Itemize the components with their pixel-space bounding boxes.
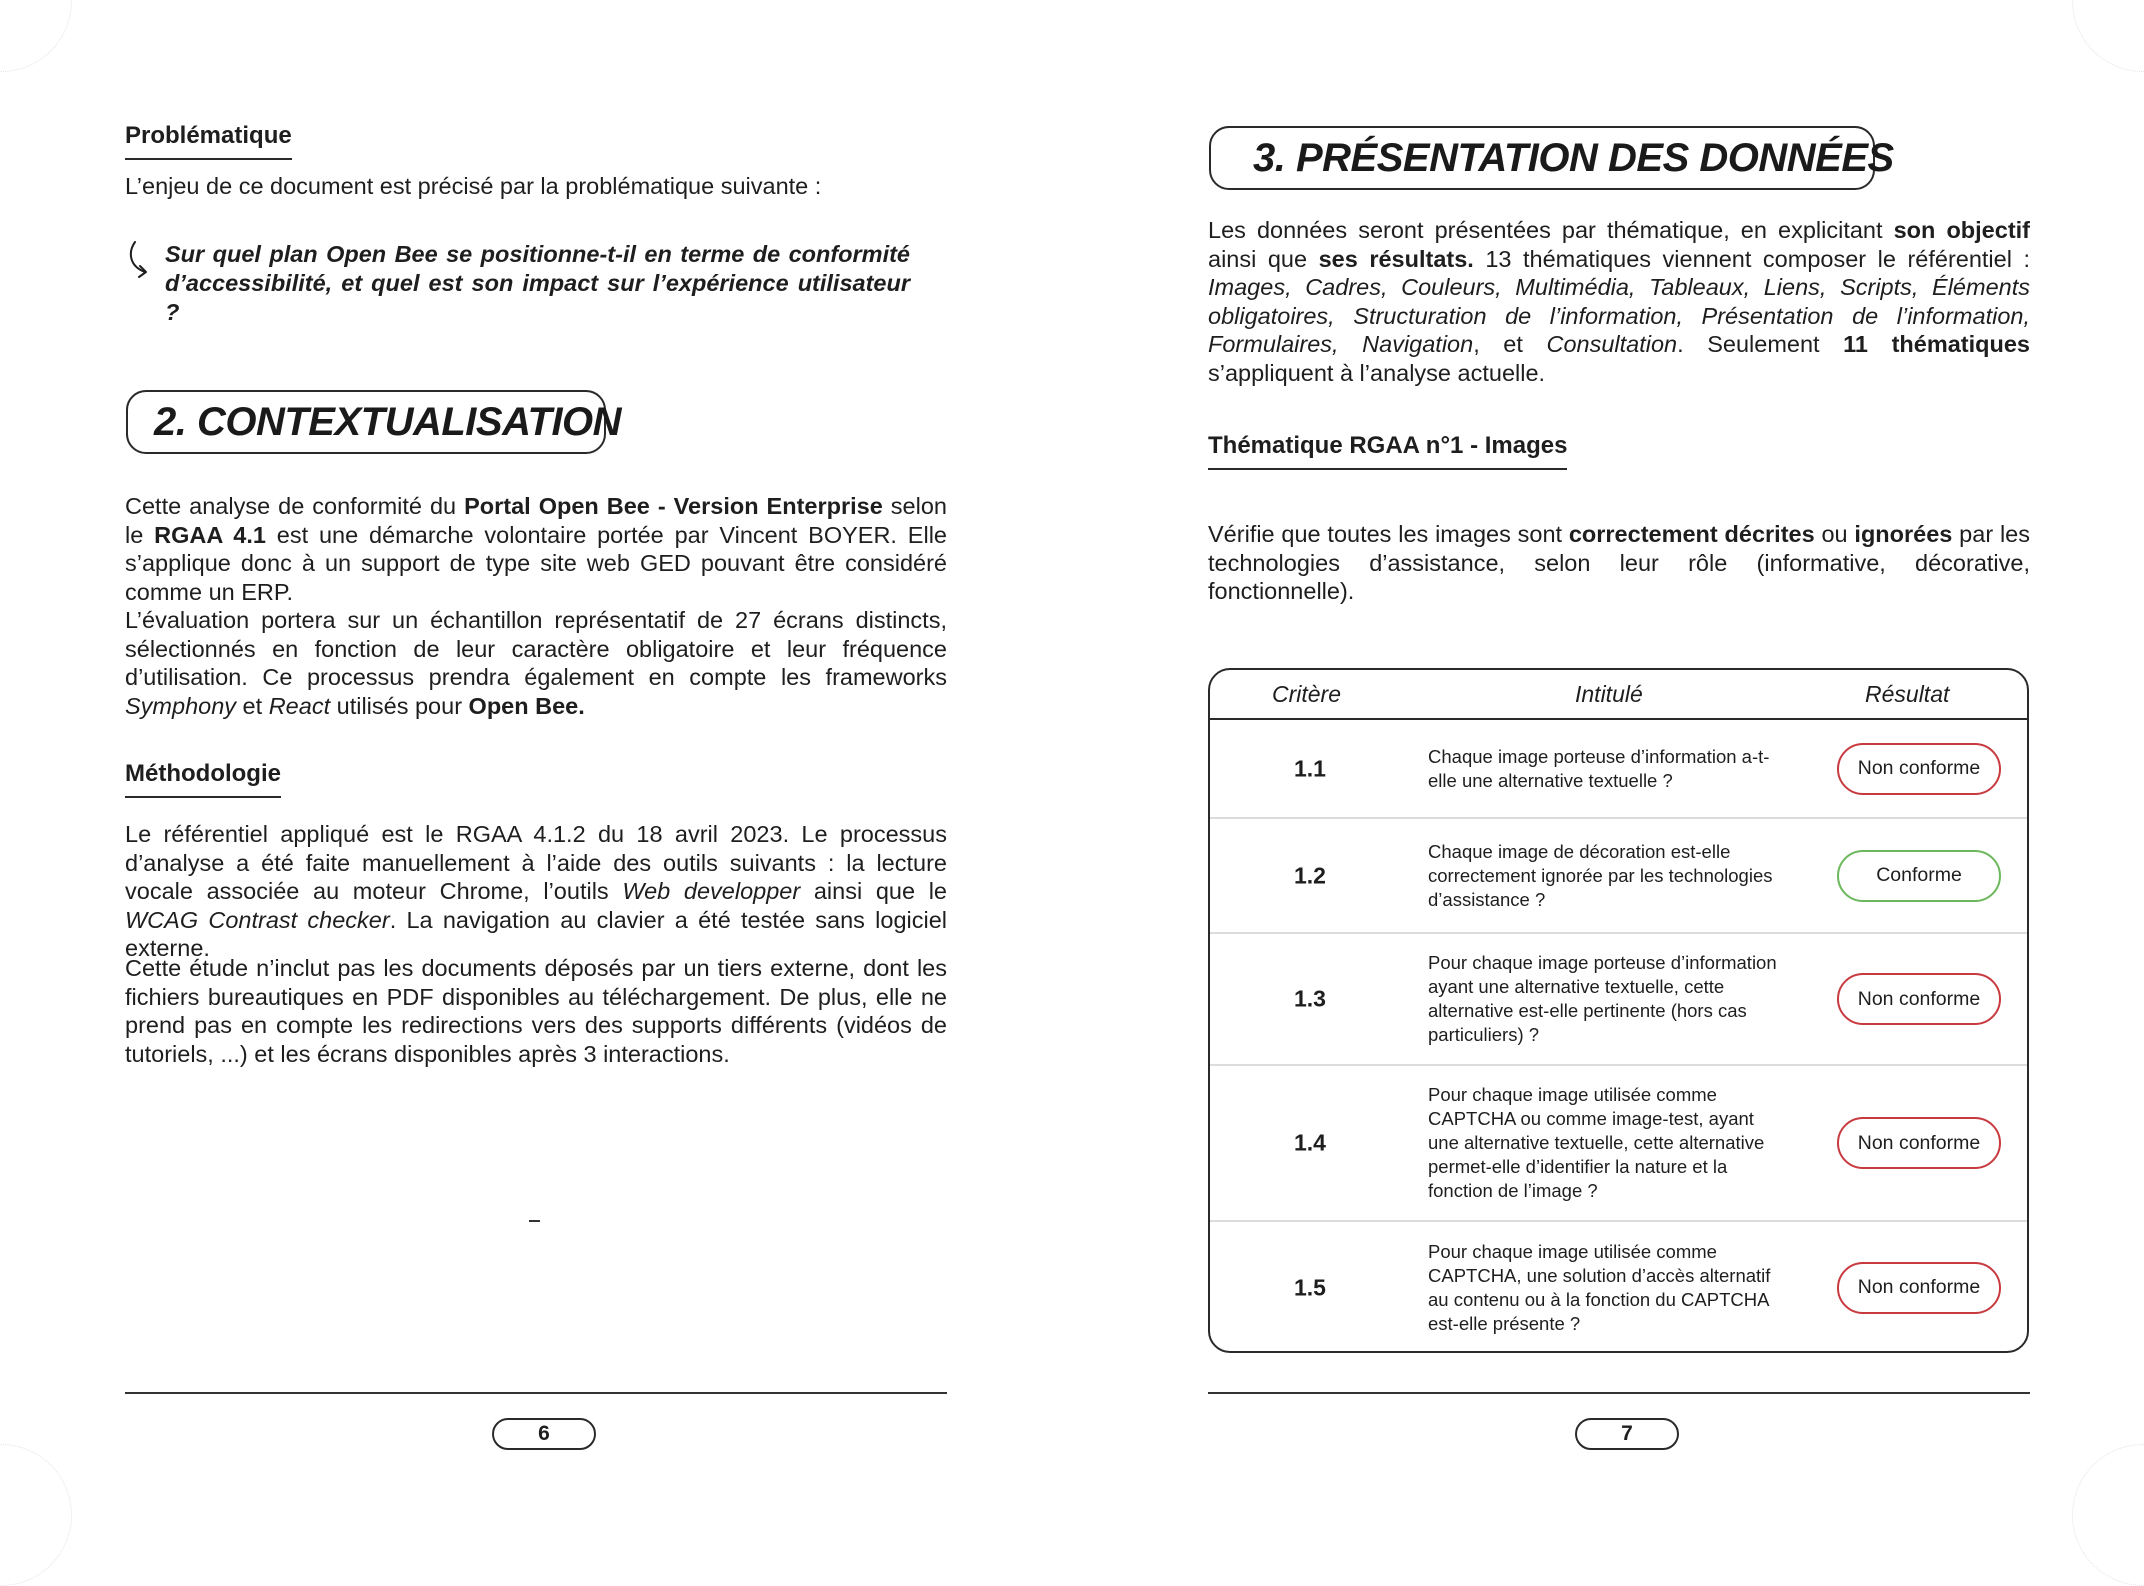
problematique-heading: Problématique [125,122,292,160]
footer-divider [1208,1392,2030,1394]
critere-number: 1.5 [1294,1274,1326,1300]
critere-intitule: Pour chaque image utilisée comme CAPTCHA, une solution d’accès alternatif au contenu ou à la fonction du CAPTCHA est-elle présente ? [1428,1240,1771,1334]
critere-intitule: Pour chaque image utilisée comme CAPTCHA ou comme image-test, ayant une alternative textuelle, cette alternative permet-elle d’identifier la nature et la fonction de l’image ? [1428,1084,1765,1201]
critere-intitule: Chaque image de décoration est-elle correctement ignorée par les technologies d’assistance ? [1428,840,1773,910]
page-corner-decoration [2072,0,2144,72]
result-badge-non-conforme: Non conforme [1837,973,2001,1025]
result-badge-non-conforme: Non conforme [1837,1117,2001,1169]
critere-number: 1.2 [1294,862,1326,888]
curved-arrow-icon [127,240,155,284]
critere-intitule: Pour chaque image porteuse d’information ayant une alternative textuelle, cette alternative est-elle pertinente (hors cas particuliers) ? [1428,952,1777,1045]
column-header-intitule: Intitulé [1575,681,1643,707]
result-badge-non-conforme: Non conforme [1837,743,2001,795]
criteria-table [1208,668,2029,1353]
table-row [1210,932,2027,1064]
stray-dash [529,1220,540,1222]
section-header-contextualisation [126,390,622,454]
critere-intitule: Chaque image porteuse d’information a-t-elle une alternative textuelle ? [1428,745,1770,791]
page-7 [1208,0,2030,1516]
methodologie-paragraph-2: Cette étude n’inclut pas les documents déposés par un tiers externe, dont les fichiers bureautiques en PDF disponibles au téléchargement. De plus, elle ne prend pas en compte les redirections vers des supports différents (vidéos de tutoriels, ...) et les écrans disponibles après 3 interactions. [125,955,947,1067]
result-badge-conforme: Conforme [1837,850,2001,902]
section-title: 2. CONTEXTUALISATION [154,399,622,444]
critere-number: 1.1 [1294,755,1326,781]
table-row [1210,720,2027,817]
result-badge-non-conforme: Non conforme [1837,1262,2001,1314]
table-row [1210,817,2027,932]
thematique-description: Vérifie que toutes les images sont correctement décrites ou ignorées par les technologies d’assistance, selon leur rôle (informative, décorative, fonctionnelle). [1208,521,2030,604]
thematique-heading: Thématique RGAA n°1 - Images [1208,432,1567,470]
column-header-resultat: Résultat [1865,681,1950,707]
table-row [1210,1220,2027,1353]
page-number: 6 [492,1418,596,1450]
page-corner-decoration [0,0,72,72]
problematique-intro: L’enjeu de ce document est précisé par la problématique suivante : [125,173,822,199]
page-6 [125,0,947,1516]
page-corner-decoration [0,1444,72,1586]
contextualisation-paragraph: Cette analyse de conformité du Portal Open Bee - Version Enterprise selon le RGAA 4.1 est une démarche volontaire portée par Vincent BOYER. Elle s’applique donc à un support de type site web GED pouvant être considéré comme un ERP. L’évaluation portera sur un échantillon représentatif de 27 écrans distincts, sélectionnés en fonction de leur caractère obligatoire et leur fréquence d’utilisation. Ce processus prendra également en compte les frameworks Symphony et React utilisés pour Open Bee. [125,493,947,719]
footer-divider [125,1392,947,1394]
section-header-presentation [1209,126,1894,190]
presentation-paragraph: Les données seront présentées par thématique, en explicitant son objectif ainsi que ses résultats. 13 thématiques viennent composer le référentiel : Images, Cadres, Couleurs, Multimédia, Tableaux, Liens, Scripts, Éléments obligatoires, Structuration de l’information, Présentation de l’information, Formulaires, Navigation, et Consultation. Seulement 11 thématiques s’appliquent à l’analyse actuelle. [1208,217,2030,386]
critere-number: 1.4 [1294,1129,1326,1156]
methodologie-paragraph-1: Le référentiel appliqué est le RGAA 4.1.2 du 18 avril 2023. Le processus d’analyse a été faite manuellement à l’aide des outils suivants : la lecture vocale associée au moteur Chrome, l’outils Web developper ainsi que le WCAG Contrast checker. La navigation au clavier a été testée sans logiciel externe. [125,821,947,961]
problematique-question: Sur quel plan Open Bee se positionne-t-il en terme de conformité d’accessibilité, et quel est son impact sur l’expérience utilisateur ? [165,241,910,325]
table-row [1210,1064,2027,1220]
column-header-critere: Critère [1272,681,1342,707]
page-number: 7 [1575,1418,1679,1450]
methodologie-heading: Méthodologie [125,760,281,798]
critere-number: 1.3 [1294,985,1326,1012]
table-header [1210,670,2027,720]
section-title: 3. PRÉSENTATION DES DONNÉES [1253,135,1894,180]
page-corner-decoration [2072,1444,2144,1586]
